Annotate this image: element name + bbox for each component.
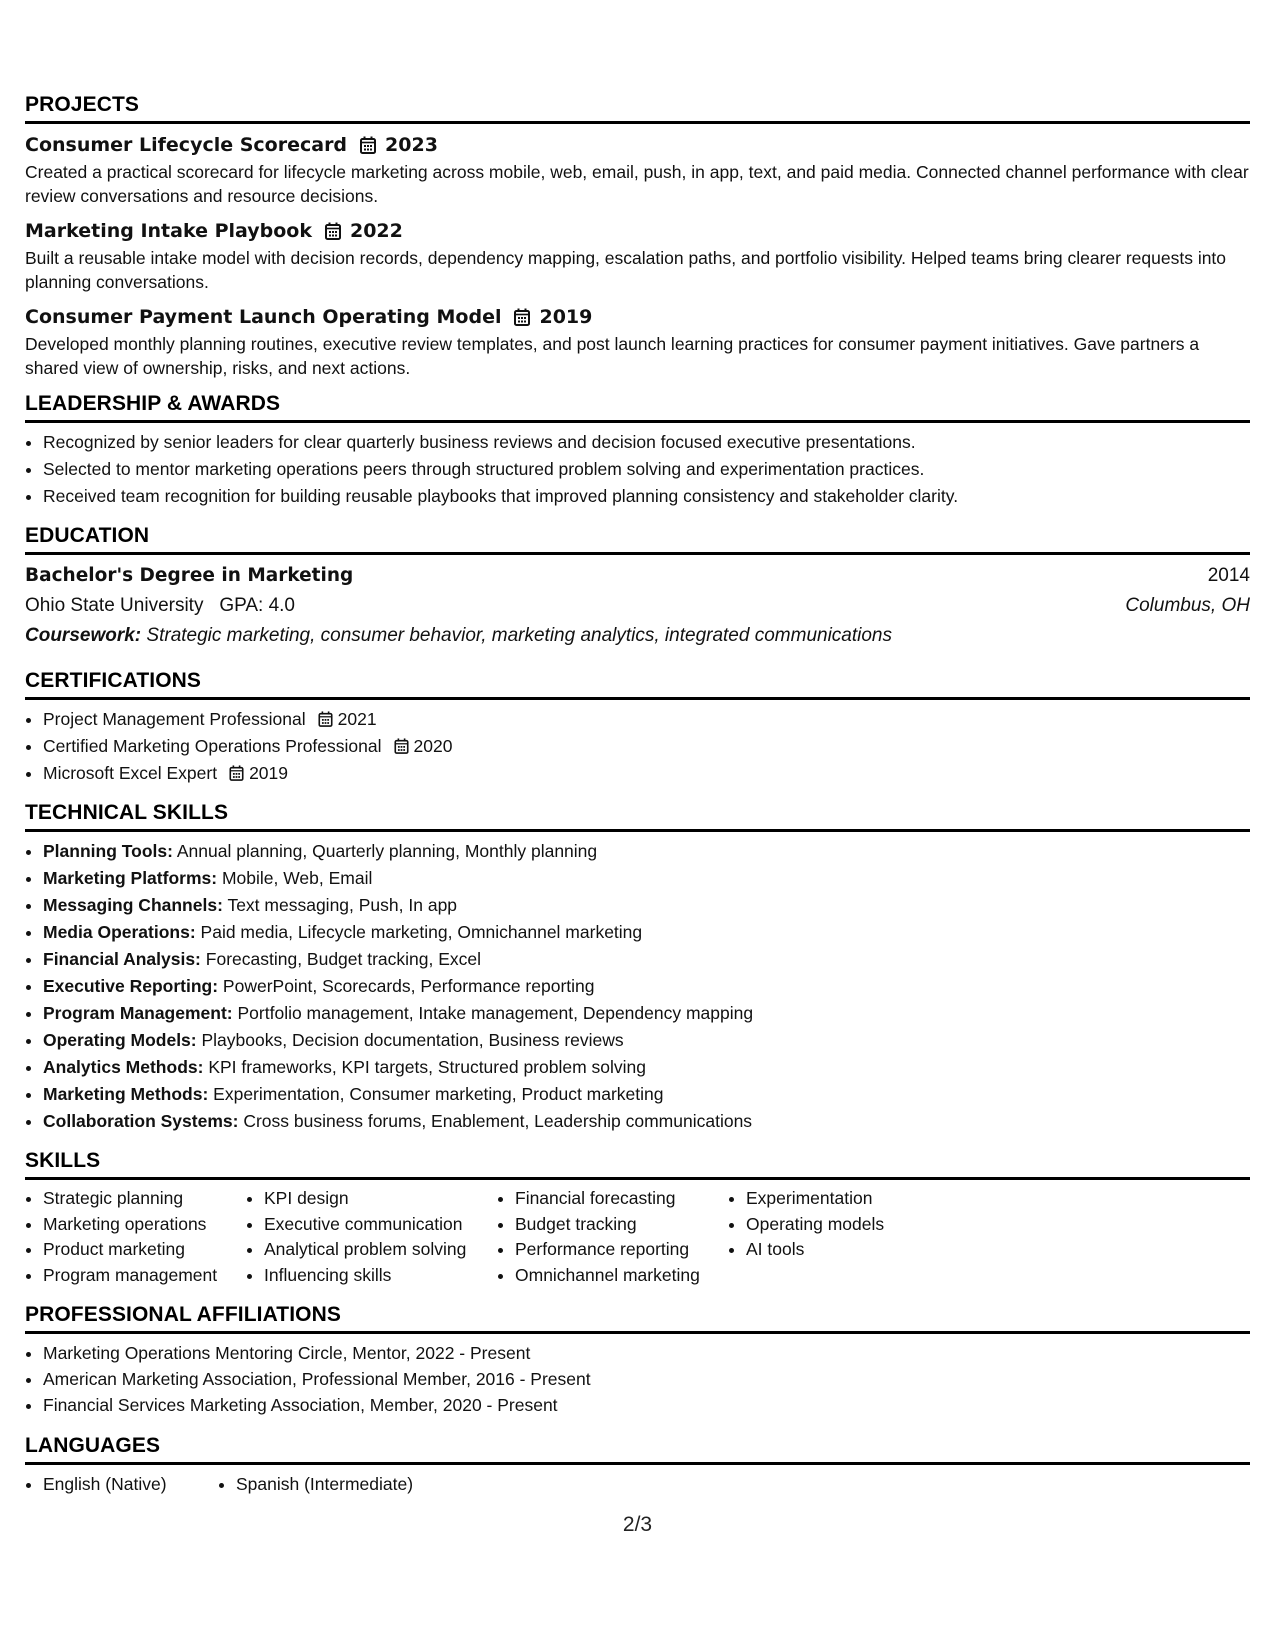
list-item bbox=[43, 892, 1250, 919]
section-title: EDUCATION bbox=[25, 524, 150, 547]
skill-category: Media Operations: bbox=[43, 922, 196, 942]
calendar-icon bbox=[325, 222, 341, 240]
list-item: • Analytical problem solving bbox=[264, 1237, 497, 1263]
list-item: • Product marketing bbox=[43, 1237, 246, 1263]
list-item: • Spanish (Intermediate) bbox=[236, 1471, 413, 1498]
list-item bbox=[43, 973, 1250, 1000]
skill-category: Marketing Platforms: bbox=[43, 868, 218, 888]
list-item bbox=[43, 706, 1250, 733]
list-item: • Financial forecasting bbox=[515, 1186, 728, 1212]
resume-page bbox=[25, 91, 1250, 1498]
skills-column bbox=[497, 1186, 728, 1289]
skill-category: Program Management: bbox=[43, 1003, 233, 1023]
section-divider bbox=[25, 829, 1250, 832]
technical-skills-section bbox=[25, 799, 1250, 1135]
certification-name: Microsoft Excel Expert bbox=[43, 763, 218, 783]
skill-values: PowerPoint, Scorecards, Performance reporting bbox=[222, 976, 595, 996]
skill-values: Forecasting, Budget tracking, Excel bbox=[205, 949, 482, 969]
project-item bbox=[25, 302, 1250, 380]
coursework-label: Coursework: bbox=[25, 625, 142, 646]
leadership-section bbox=[25, 390, 1250, 510]
list-item: • American Marketing Association, Professional Member, 2016 - Present bbox=[43, 1366, 1250, 1392]
list-item bbox=[43, 760, 1250, 787]
section-divider bbox=[25, 697, 1250, 700]
section-divider bbox=[25, 121, 1250, 124]
list-item: • Operating models bbox=[746, 1212, 946, 1238]
coursework bbox=[25, 621, 1250, 651]
skill-values: Playbooks, Decision documentation, Business reviews bbox=[201, 1030, 624, 1050]
list-item: • Received team recognition for building reusable playbooks that improved planning consistency and stakeholder clarity. bbox=[43, 483, 1250, 510]
list-item bbox=[43, 1054, 1250, 1081]
list-item: • Marketing operations bbox=[43, 1212, 246, 1238]
skill-values: Text messaging, Push, In app bbox=[227, 895, 458, 915]
section-divider bbox=[25, 1462, 1250, 1465]
project-year: 2023 bbox=[385, 134, 438, 156]
skills-grid bbox=[25, 1186, 1250, 1289]
leadership-list bbox=[25, 429, 1250, 510]
list-item: • KPI design bbox=[264, 1186, 497, 1212]
skill-values: Experimentation, Consumer marketing, Product marketing bbox=[213, 1084, 664, 1104]
calendar-icon bbox=[514, 308, 530, 326]
skill-category: Executive Reporting: bbox=[43, 976, 219, 996]
list-item: • Omnichannel marketing bbox=[515, 1263, 728, 1289]
calendar-icon bbox=[318, 711, 333, 727]
skills-section bbox=[25, 1147, 1250, 1289]
skill-category: Marketing Methods: bbox=[43, 1084, 209, 1104]
calendar-icon bbox=[394, 738, 409, 754]
skill-category: Messaging Channels: bbox=[43, 895, 223, 915]
list-item: • Marketing Operations Mentoring Circle, Mentor, 2022 - Present bbox=[43, 1340, 1250, 1366]
section-title: SKILLS bbox=[25, 1149, 101, 1172]
coursework-text: Strategic marketing, consumer behavior, marketing analytics, integrated communications bbox=[146, 625, 892, 646]
skill-values: KPI frameworks, KPI targets, Structured problem solving bbox=[208, 1057, 646, 1077]
skills-column bbox=[246, 1186, 497, 1289]
list-item bbox=[43, 946, 1250, 973]
project-description: Built a reusable intake model with decision records, dependency mapping, escalation paths, and portfolio visibility. Helped teams bring clearer requests into planning conversations. bbox=[25, 248, 1227, 292]
list-item bbox=[43, 1081, 1250, 1108]
school-name: Ohio State University bbox=[25, 595, 204, 616]
affiliations-section bbox=[25, 1301, 1250, 1418]
project-name: Consumer Payment Launch Operating Model bbox=[25, 306, 502, 328]
education-section bbox=[25, 522, 1250, 651]
list-item: • Budget tracking bbox=[515, 1212, 728, 1238]
project-item bbox=[25, 130, 1250, 208]
project-year: 2019 bbox=[539, 306, 593, 328]
list-item: • Influencing skills bbox=[264, 1263, 497, 1289]
list-item: • Financial Services Marketing Association, Member, 2020 - Present bbox=[43, 1392, 1250, 1418]
project-description: Created a practical scorecard for lifecycle marketing across mobile, web, email, push, in app, text, and paid media. Connected channel performance with clear review conversations and resource decisions. bbox=[25, 162, 1249, 206]
graduation-year: 2014 bbox=[1207, 565, 1250, 586]
skill-category: Analytics Methods: bbox=[43, 1057, 204, 1077]
certification-name: Project Management Professional bbox=[43, 709, 306, 729]
certification-year: 2020 bbox=[413, 736, 453, 756]
section-title: LEADERSHIP & AWARDS bbox=[25, 392, 281, 415]
languages-section bbox=[25, 1432, 1250, 1498]
list-item: • Selected to mentor marketing operations peers through structured problem solving and experimentation practices. bbox=[43, 456, 1250, 483]
section-title: CERTIFICATIONS bbox=[25, 669, 202, 692]
project-description: Developed monthly planning routines, executive review templates, and post launch learning practices for consumer payment initiatives. Gave partners a shared view of ownership, risks, and next actions. bbox=[25, 334, 1200, 378]
project-name: Marketing Intake Playbook bbox=[25, 220, 312, 242]
list-item bbox=[43, 919, 1250, 946]
gpa: GPA: 4.0 bbox=[219, 595, 295, 616]
certifications-section bbox=[25, 667, 1250, 787]
calendar-icon bbox=[229, 765, 244, 781]
skill-category: Financial Analysis: bbox=[43, 949, 201, 969]
affiliations-list bbox=[25, 1340, 1250, 1418]
section-divider bbox=[25, 420, 1250, 423]
section-title: TECHNICAL SKILLS bbox=[25, 801, 229, 824]
list-item: • Recognized by senior leaders for clear quarterly business reviews and decision focused executive presentations. bbox=[43, 429, 1250, 456]
skill-category: Planning Tools: bbox=[43, 841, 173, 861]
certification-year: 2021 bbox=[337, 709, 377, 729]
section-title: PROJECTS bbox=[25, 93, 139, 116]
skill-values: Annual planning, Quarterly planning, Monthly planning bbox=[176, 841, 598, 861]
skill-category: Operating Models: bbox=[43, 1030, 197, 1050]
list-item: • AI tools bbox=[746, 1237, 946, 1263]
list-item bbox=[43, 1000, 1250, 1027]
projects-section bbox=[25, 91, 1250, 380]
certification-name: Certified Marketing Operations Professional bbox=[43, 736, 382, 756]
technical-skills-list bbox=[25, 838, 1250, 1135]
section-divider bbox=[25, 552, 1250, 555]
section-divider bbox=[25, 1177, 1250, 1180]
section-title: PROFESSIONAL AFFILIATIONS bbox=[25, 1302, 341, 1326]
list-item: • Program management bbox=[43, 1263, 246, 1289]
skill-values: Mobile, Web, Email bbox=[221, 868, 373, 888]
list-item bbox=[43, 1027, 1250, 1054]
section-title: LANGUAGES bbox=[25, 1433, 161, 1457]
degree-title: Bachelor's Degree in Marketing bbox=[25, 565, 354, 586]
skill-category: Collaboration Systems: bbox=[43, 1111, 239, 1131]
skills-column bbox=[25, 1186, 246, 1289]
list-item bbox=[43, 1108, 1250, 1135]
calendar-icon bbox=[360, 136, 376, 154]
list-item bbox=[43, 733, 1250, 760]
list-item: • Performance reporting bbox=[515, 1237, 728, 1263]
skills-column bbox=[728, 1186, 946, 1289]
skill-values: Portfolio management, Intake management, Dependency mapping bbox=[237, 1003, 754, 1023]
project-item bbox=[25, 216, 1250, 294]
page-number: 2/3 bbox=[622, 1513, 653, 1536]
section-divider bbox=[25, 1331, 1250, 1334]
list-item: • Experimentation bbox=[746, 1186, 946, 1212]
list-item: • Executive communication bbox=[264, 1212, 497, 1238]
certification-year: 2019 bbox=[249, 763, 289, 783]
skill-values: Paid media, Lifecycle marketing, Omnichannel marketing bbox=[200, 922, 643, 942]
school-location: Columbus, OH bbox=[1125, 595, 1250, 616]
project-year: 2022 bbox=[349, 220, 403, 242]
list-item: • Strategic planning bbox=[43, 1186, 246, 1212]
list-item bbox=[43, 865, 1250, 892]
certifications-list bbox=[25, 706, 1250, 787]
list-item bbox=[43, 838, 1250, 865]
skill-values: Cross business forums, Enablement, Leadership communications bbox=[243, 1111, 753, 1131]
list-item: • English (Native) bbox=[43, 1471, 218, 1498]
languages-list bbox=[25, 1471, 1250, 1498]
project-name: Consumer Lifecycle Scorecard bbox=[25, 134, 348, 156]
